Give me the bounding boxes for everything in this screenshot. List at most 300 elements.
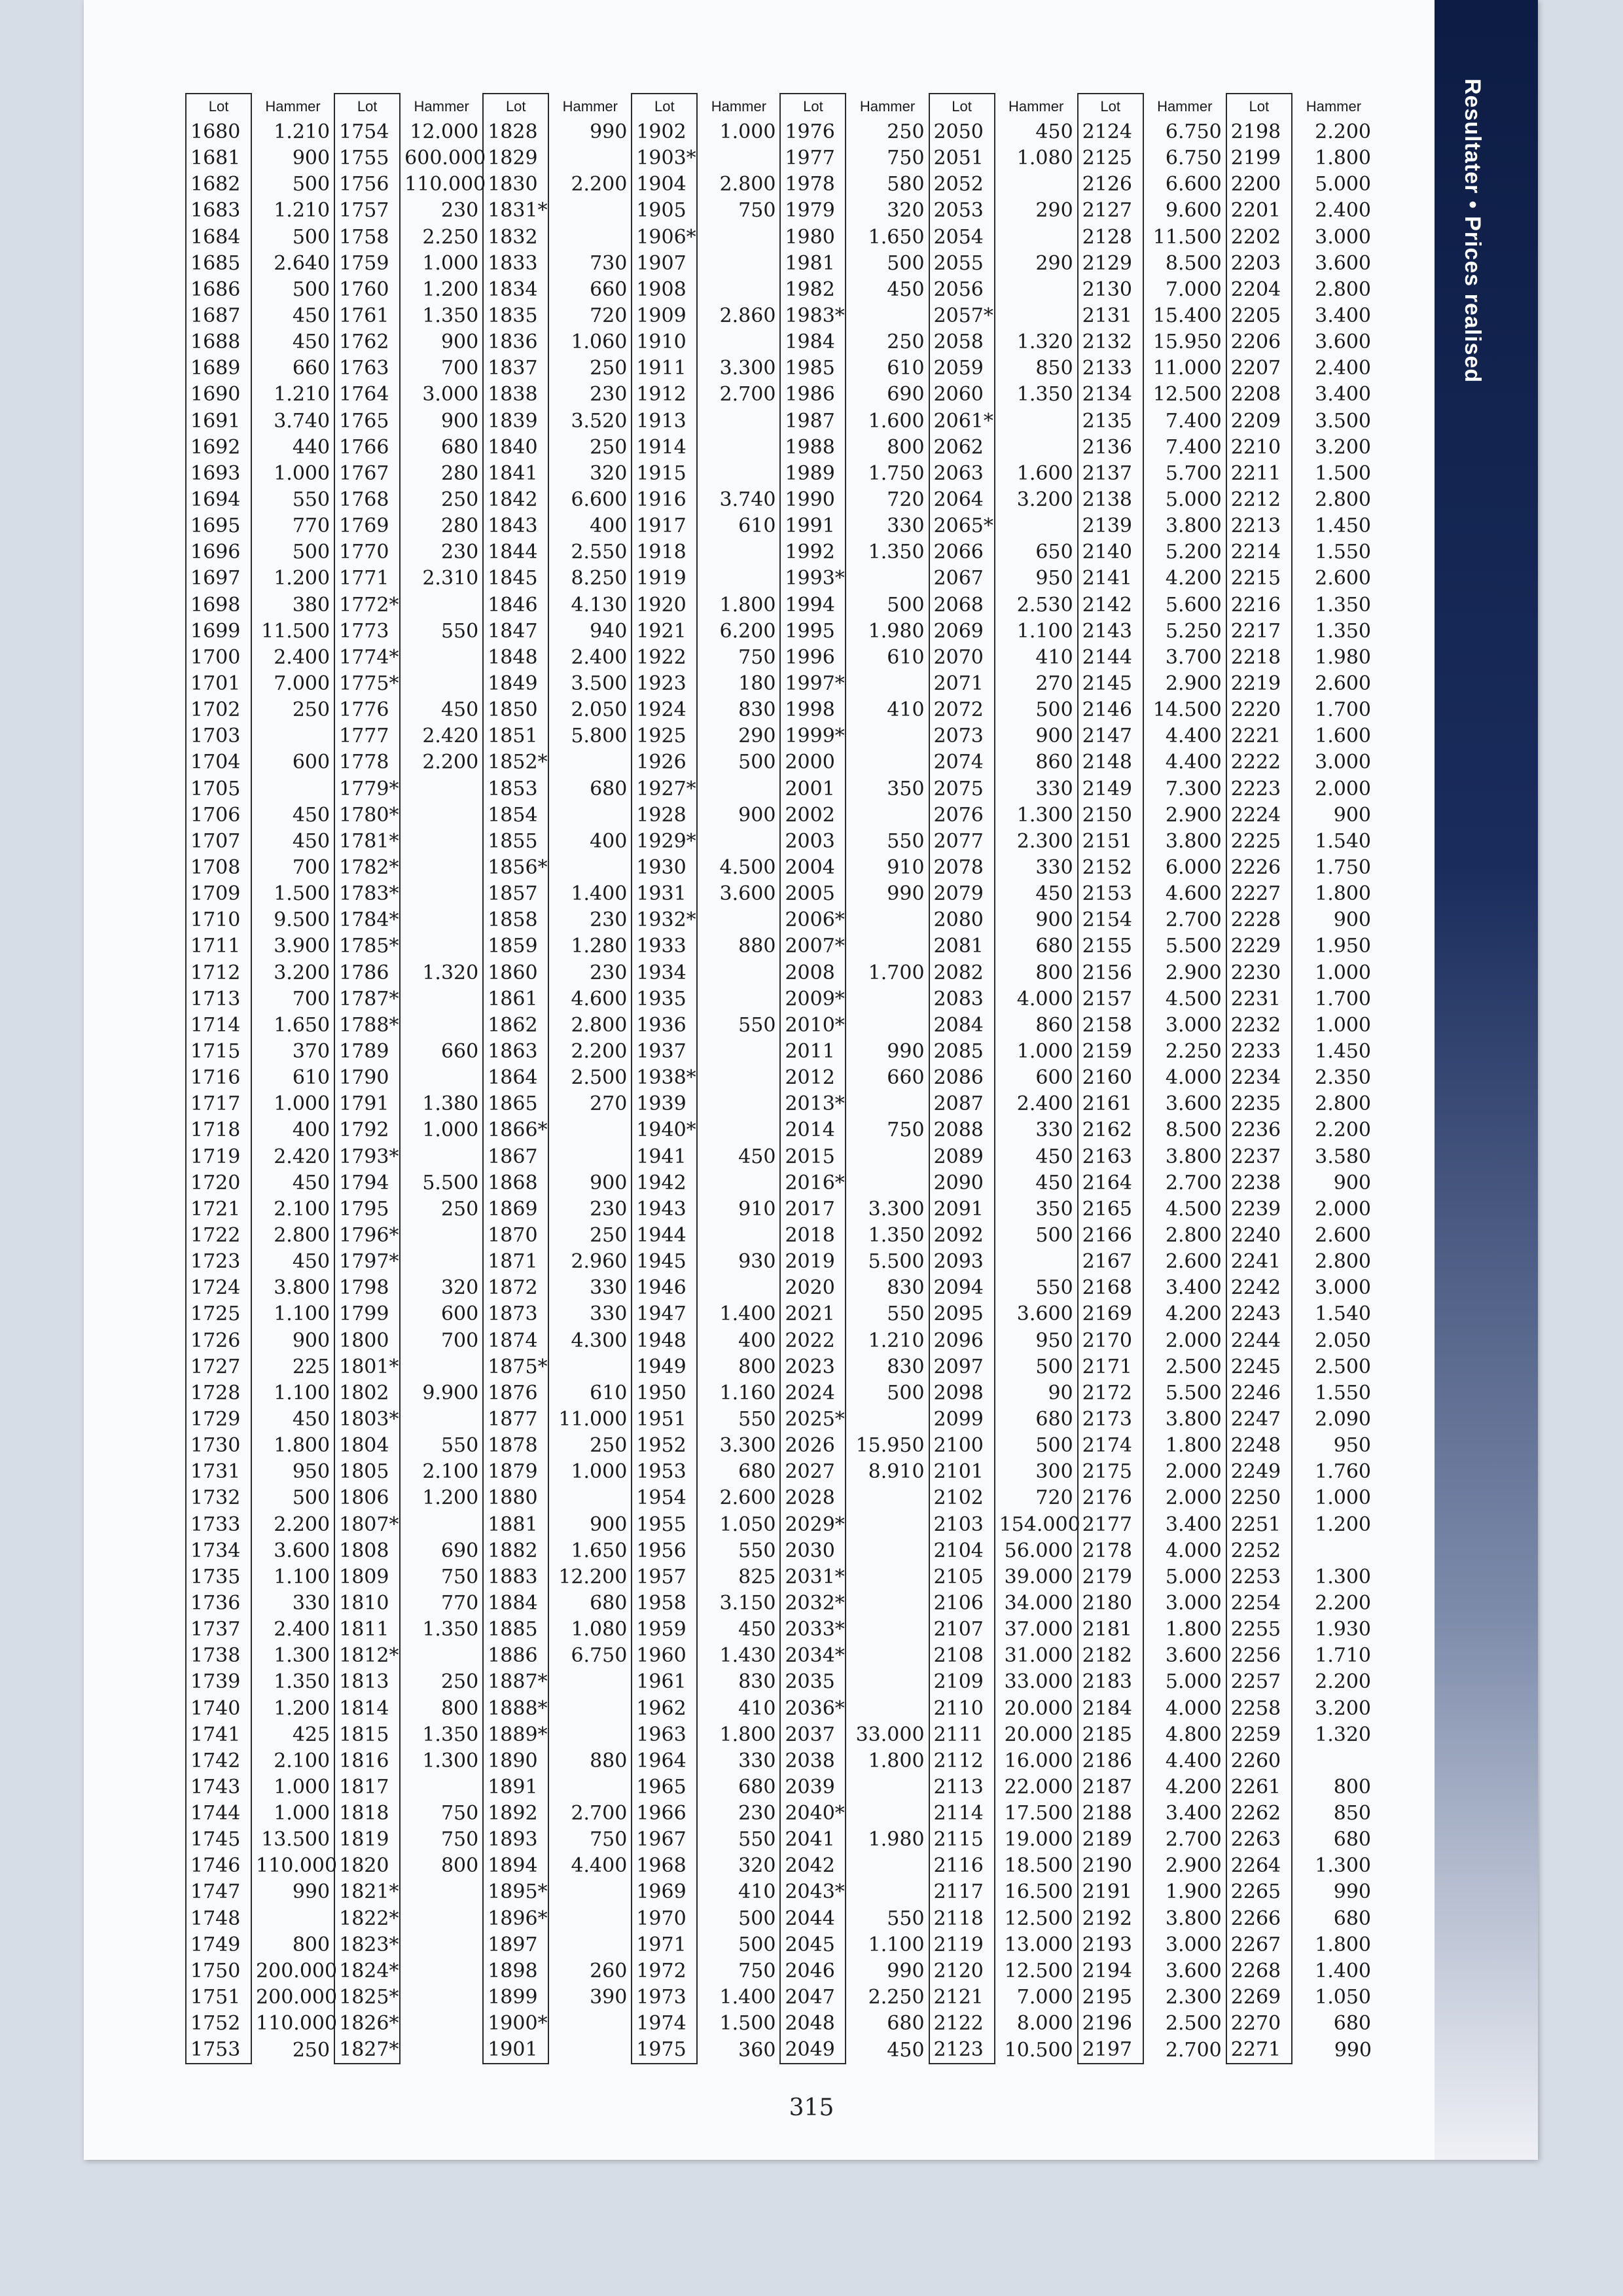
lot-number: 2027: [780, 1459, 846, 1485]
hammer-price: 690: [887, 383, 925, 406]
table-row: [186, 1275, 1376, 1301]
lot-number: 1713: [186, 986, 251, 1013]
table-row: [186, 1879, 1376, 1905]
lot-number: 2079: [929, 881, 995, 907]
lot-number: 2176: [1078, 1485, 1143, 1511]
lot-number: 1942: [632, 1170, 697, 1196]
lot-number: 1851: [483, 723, 548, 749]
lot-number: 2264: [1226, 1853, 1292, 1879]
lot-number: 2210: [1226, 435, 1292, 461]
lot-number: 2041: [780, 1827, 846, 1853]
lot-number: 2239: [1226, 1196, 1292, 1223]
lot-number: 1992: [780, 539, 846, 565]
lot-number: 2232: [1226, 1013, 1292, 1039]
hammer-price: 450: [292, 1250, 330, 1274]
hammer-price: 1.800: [1315, 1933, 1371, 1956]
lot-number: 2114: [929, 1801, 995, 1827]
lot-number: 2148: [1078, 749, 1143, 776]
lot-number: 1886: [483, 1643, 548, 1669]
lot-number: 2267: [1226, 1932, 1292, 1958]
hammer-price: 280: [440, 461, 479, 485]
lot-number: 1916: [632, 487, 697, 513]
hammer-price: 750: [590, 1828, 628, 1852]
hammer-price: 180: [738, 672, 776, 696]
hammer-price: [548, 1117, 632, 1143]
hammer-price: 2.700: [1165, 1171, 1222, 1194]
hammer-price: 3.000: [1165, 1591, 1222, 1615]
hammer-price: 750: [738, 1959, 776, 1982]
lot-number: 1781*: [334, 829, 400, 855]
table-row: [186, 1354, 1376, 1380]
lot-number: 1908: [632, 277, 697, 303]
lot-number: 2093: [929, 1249, 995, 1275]
lot-number: 1881: [483, 1511, 548, 1537]
lot-number: 2164: [1078, 1170, 1143, 1196]
hammer-price: [846, 723, 929, 749]
hammer-price: [697, 435, 780, 461]
hammer-price: 680: [738, 1775, 776, 1799]
hammer-price: 2.420: [422, 725, 479, 748]
hammer-price: 700: [292, 987, 330, 1011]
lot-number: 1696: [186, 539, 251, 565]
lot-number: 1799: [334, 1301, 400, 1327]
hammer-price: 1.160: [719, 1381, 776, 1405]
hammer-price: 4.300: [571, 1329, 628, 1352]
hammer-price: [697, 986, 780, 1013]
hammer-price: 990: [1333, 1880, 1371, 1904]
table-row: [186, 461, 1376, 487]
lot-number: 1888*: [483, 1695, 548, 1721]
lot-number: 1769: [334, 513, 400, 539]
hammer-price: 860: [1035, 1013, 1073, 1037]
hammer-price: 3.800: [1165, 514, 1222, 538]
hammer-price: 2.800: [1165, 1223, 1222, 1247]
lot-number: 1840: [483, 435, 548, 461]
hammer-price: 5.200: [1165, 541, 1222, 564]
lot-number: 1880: [483, 1485, 548, 1511]
hammer-price: 4.400: [1165, 725, 1222, 748]
hammer-price: 3.600: [1315, 331, 1371, 354]
hammer-price: 1.200: [422, 1486, 479, 1510]
lot-number: 2173: [1078, 1407, 1143, 1433]
hammer-price: 990: [590, 120, 628, 144]
hammer-price: 660: [292, 357, 330, 380]
lot-number: 2054: [929, 224, 995, 251]
lot-number: 1717: [186, 1091, 251, 1117]
lot-number: 2023: [780, 1354, 846, 1380]
hammer-price: 4.600: [1165, 882, 1222, 906]
hammer-price: 900: [1333, 803, 1371, 827]
lot-number: 1693: [186, 461, 251, 487]
hammer-price: 880: [738, 935, 776, 958]
lot-number: 2090: [929, 1170, 995, 1196]
hammer-price: 2.250: [422, 225, 479, 249]
hammer-price: [846, 1879, 929, 1905]
lot-number: 1831*: [483, 198, 548, 224]
hammer-price: 2.200: [1315, 1119, 1371, 1142]
lot-number: 1864: [483, 1065, 548, 1091]
table-row: [186, 1617, 1376, 1643]
lot-number: 2231: [1226, 986, 1292, 1013]
lot-number: 2149: [1078, 776, 1143, 802]
lot-number: 1767: [334, 461, 400, 487]
hammer-price: 1.210: [274, 383, 330, 406]
lot-number: 2180: [1078, 1590, 1143, 1617]
hammer-price: 4.400: [571, 1854, 628, 1878]
table-row: [186, 802, 1376, 829]
lot-number: 2060: [929, 382, 995, 408]
hammer-price: 730: [590, 251, 628, 275]
hammer-price: 5.250: [1165, 619, 1222, 643]
lot-number: 2248: [1226, 1433, 1292, 1459]
lot-number: 2168: [1078, 1275, 1143, 1301]
hammer-price: 1.000: [1315, 961, 1371, 984]
lot-number: 2213: [1226, 513, 1292, 539]
hammer-price: 3.000: [1315, 1276, 1371, 1300]
lot-number: 1856*: [483, 855, 548, 881]
lot-number: 2260: [1226, 1748, 1292, 1774]
hammer-price: [846, 671, 929, 697]
hammer-price: 4.000: [1165, 1066, 1222, 1090]
hammer-price: 2.500: [1165, 2012, 1222, 2036]
table-row: [186, 382, 1376, 408]
hammer-price: 320: [440, 1276, 479, 1300]
table-row: [186, 1380, 1376, 1407]
hammer-price: 1.550: [1315, 541, 1371, 564]
lot-number: 2095: [929, 1301, 995, 1327]
lot-number: 1757: [334, 198, 400, 224]
lot-number: 1706: [186, 802, 251, 829]
lot-number: 1928: [632, 802, 697, 829]
hammer-price: 3.400: [1315, 383, 1371, 406]
lot-number: 1929*: [632, 829, 697, 855]
lot-number: 2110: [929, 1695, 995, 1721]
hammer-price: 1.350: [868, 541, 925, 564]
lot-number: 2087: [929, 1091, 995, 1117]
lot-number: 2017: [780, 1196, 846, 1223]
hammer-price: 750: [440, 1802, 479, 1825]
lot-number: 1898: [483, 1958, 548, 1984]
lot-number: 2067: [929, 565, 995, 592]
lot-number: 2007*: [780, 933, 846, 960]
table-row: [186, 171, 1376, 198]
section-sidebar: [1435, 0, 1538, 2160]
hammer-price: 650: [1035, 541, 1073, 564]
hammer-price: [400, 645, 483, 671]
lot-number: 2258: [1226, 1695, 1292, 1721]
hammer-price: 1.700: [1315, 698, 1371, 722]
table-row: [186, 1143, 1376, 1170]
hammer-price: 825: [738, 1565, 776, 1588]
hammer-price: [548, 2037, 632, 2064]
lot-number: 1795: [334, 1196, 400, 1223]
lot-number: 2012: [780, 1065, 846, 1091]
hammer-price: 1.000: [274, 1802, 330, 1825]
lot-number: 2038: [780, 1748, 846, 1774]
table-row: [186, 277, 1376, 303]
hammer-header: Hammer: [1008, 98, 1064, 115]
hammer-price: 1.000: [1016, 1039, 1073, 1063]
hammer-price: 2.600: [1315, 672, 1371, 696]
lot-number: 1822*: [334, 1906, 400, 1932]
lot-number: 2219: [1226, 671, 1292, 697]
hammer-price: [400, 933, 483, 960]
hammer-price: [995, 171, 1078, 198]
hammer-price: 230: [590, 961, 628, 984]
hammer-price: 770: [440, 1591, 479, 1615]
table-row: [186, 697, 1376, 723]
hammer-price: 2.200: [422, 751, 479, 774]
hammer-price: [400, 1643, 483, 1669]
lot-number: 1838: [483, 382, 548, 408]
hammer-price: [995, 408, 1078, 435]
lot-number: 2162: [1078, 1117, 1143, 1143]
lot-header: Lot: [1078, 94, 1143, 119]
lot-number: 1808: [334, 1538, 400, 1564]
lot-number: 1902: [632, 119, 697, 145]
hammer-header: Hammer: [562, 98, 618, 115]
lot-number: 2043*: [780, 1879, 846, 1905]
hammer-price: 225: [292, 1355, 330, 1378]
lot-number: 2186: [1078, 1748, 1143, 1774]
lot-number: 2104: [929, 1538, 995, 1564]
hammer-price: 20.000: [1004, 1696, 1073, 1720]
hammer-price: 660: [887, 1066, 925, 1090]
hammer-price: 350: [887, 777, 925, 800]
hammer-price: 800: [440, 1854, 479, 1878]
hammer-price: 14.500: [1152, 698, 1222, 722]
hammer-price: 3.520: [571, 409, 628, 433]
hammer-price: [697, 1275, 780, 1301]
lot-number: 2091: [929, 1196, 995, 1223]
lot-number: 2154: [1078, 907, 1143, 933]
hammer-price: 1.200: [274, 1696, 330, 1720]
lot-number: 2073: [929, 723, 995, 749]
hammer-price: 200.000: [256, 1986, 338, 2009]
hammer-price: 550: [887, 1907, 925, 1930]
hammer-price: 3.600: [1165, 1644, 1222, 1668]
hammer-price: 320: [590, 461, 628, 485]
hammer-price: 4.200: [1165, 567, 1222, 590]
lot-number: 1791: [334, 1091, 400, 1117]
hammer-price: 450: [1035, 1171, 1073, 1194]
hammer-price: [548, 1879, 632, 1905]
lot-number: 1785*: [334, 933, 400, 960]
hammer-price: [697, 224, 780, 251]
hammer-price: [548, 1932, 632, 1958]
hammer-price: 260: [590, 1959, 628, 1982]
hammer-price: 860: [1035, 751, 1073, 774]
hammer-price: [697, 565, 780, 592]
hammer-price: 5.700: [1165, 461, 1222, 485]
lot-number: 1911: [632, 355, 697, 382]
lot-number: 2105: [929, 1564, 995, 1590]
hammer-price: [697, 1039, 780, 1065]
lot-number: 2235: [1226, 1091, 1292, 1117]
hammer-price: 580: [887, 173, 925, 196]
lot-number: 2103: [929, 1511, 995, 1537]
lot-number: 1948: [632, 1327, 697, 1354]
hammer-price: 450: [738, 1145, 776, 1168]
table-row: [186, 2011, 1376, 2037]
lot-number: 2138: [1078, 487, 1143, 513]
table-row: [186, 198, 1376, 224]
hammer-price: 2.400: [1315, 199, 1371, 223]
table-row: [186, 1459, 1376, 1485]
hammer-price: 1.700: [868, 961, 925, 984]
hammer-price: 1.080: [571, 1618, 628, 1641]
lot-number: 2047: [780, 1984, 846, 2011]
lot-number: 1698: [186, 592, 251, 619]
lot-number: 2086: [929, 1065, 995, 1091]
lot-number: 1749: [186, 1932, 251, 1958]
hammer-price: 1.700: [1315, 987, 1371, 1011]
hammer-price: 90: [1048, 1381, 1073, 1405]
hammer-price: 610: [887, 357, 925, 380]
lot-number: 1963: [632, 1722, 697, 1748]
lot-number: 2244: [1226, 1327, 1292, 1354]
lot-number: 1684: [186, 224, 251, 251]
page-number: 315: [789, 2094, 834, 2121]
lot-number: 2140: [1078, 539, 1143, 565]
lot-number: 1927*: [632, 776, 697, 802]
lot-number: 1763: [334, 355, 400, 382]
lot-number: 1816: [334, 1748, 400, 1774]
hammer-price: 1.800: [719, 593, 776, 617]
hammer-price: 18.500: [1004, 1854, 1073, 1878]
hammer-price: 830: [738, 698, 776, 722]
hammer-price: 2.960: [571, 1250, 628, 1274]
hammer-price: 8.910: [868, 1460, 925, 1484]
hammer-price: 450: [738, 1618, 776, 1641]
lot-number: 2236: [1226, 1117, 1292, 1143]
lot-number: 2021: [780, 1301, 846, 1327]
hammer-price: 2.000: [1315, 1197, 1371, 1221]
lot-number: 2002: [780, 802, 846, 829]
table-row: [186, 1774, 1376, 1801]
hammer-price: 800: [738, 1355, 776, 1378]
hammer-price: 550: [440, 619, 479, 643]
hammer-price: 2.800: [274, 1223, 330, 1247]
lot-number: 1999*: [780, 723, 846, 749]
lot-number: 2029*: [780, 1511, 846, 1537]
hammer-price: 410: [738, 1880, 776, 1904]
hammer-price: 1.800: [1165, 1434, 1222, 1458]
hammer-price: 330: [1035, 1119, 1073, 1142]
hammer-price: [846, 1485, 929, 1511]
hammer-price: 2.100: [422, 1460, 479, 1484]
lot-number: 1903*: [632, 145, 697, 171]
lot-number: 1860: [483, 960, 548, 986]
hammer-price: 1.000: [422, 1119, 479, 1142]
lot-number: 1836: [483, 329, 548, 355]
hammer-price: 250: [590, 435, 628, 459]
lot-number: 2071: [929, 671, 995, 697]
lot-number: 2006*: [780, 907, 846, 933]
lot-number: 1704: [186, 749, 251, 776]
lot-number: 2198: [1226, 119, 1292, 145]
hammer-price: [400, 2011, 483, 2037]
lot-number: 1761: [334, 303, 400, 329]
hammer-price: 1.800: [1165, 1618, 1222, 1641]
hammer-price: 1.600: [1016, 461, 1073, 485]
hammer-price: 680: [1035, 935, 1073, 958]
lot-number: 2245: [1226, 1354, 1292, 1380]
hammer-price: 750: [887, 147, 925, 170]
hammer-price: 2.100: [274, 1197, 330, 1221]
lot-number: 2035: [780, 1669, 846, 1695]
lot-number: 2211: [1226, 461, 1292, 487]
lot-number: 2254: [1226, 1590, 1292, 1617]
hammer-price: [548, 145, 632, 171]
hammer-price: [400, 592, 483, 619]
hammer-header: Hammer: [414, 98, 469, 115]
lot-number: 1680: [186, 119, 251, 145]
lot-number: 1867: [483, 1143, 548, 1170]
lot-number: 2206: [1226, 329, 1292, 355]
hammer-price: [400, 1407, 483, 1433]
hammer-price: 1.200: [422, 278, 479, 301]
lot-number: 2167: [1078, 1249, 1143, 1275]
lot-number: 2078: [929, 855, 995, 881]
lot-number: 1803*: [334, 1407, 400, 1433]
lot-number: 2108: [929, 1643, 995, 1669]
table-row: [186, 1538, 1376, 1564]
hammer-price: 1.050: [1315, 1986, 1371, 2009]
hammer-price: 290: [738, 725, 776, 748]
table-row: [186, 1827, 1376, 1853]
lot-number: 1807*: [334, 1511, 400, 1537]
table-row: [186, 1433, 1376, 1459]
hammer-price: 2.550: [571, 541, 628, 564]
hammer-price: 2.050: [1315, 1329, 1371, 1352]
hammer-price: 3.000: [1315, 751, 1371, 774]
lot-number: 2179: [1078, 1564, 1143, 1590]
hammer-price: 2.250: [868, 1986, 925, 2009]
hammer-price: [400, 802, 483, 829]
lot-number: 2039: [780, 1774, 846, 1801]
lot-number: 2076: [929, 802, 995, 829]
hammer-price: 900: [292, 147, 330, 170]
hammer-price: 850: [1333, 1802, 1371, 1825]
hammer-price: 270: [1035, 672, 1073, 696]
hammer-price: 500: [738, 1907, 776, 1930]
hammer-price: 500: [738, 1933, 776, 1956]
lot-number: 2223: [1226, 776, 1292, 802]
lot-number: 1732: [186, 1485, 251, 1511]
hammer-price: 250: [887, 331, 925, 354]
hammer-price: 2.310: [422, 567, 479, 590]
hammer-price: 680: [1333, 2012, 1371, 2036]
lot-number: 1919: [632, 565, 697, 592]
lot-number: 2203: [1226, 251, 1292, 277]
lot-number: 2040*: [780, 1801, 846, 1827]
hammer-price: [400, 829, 483, 855]
lot-number: 2155: [1078, 933, 1143, 960]
lot-number: 1695: [186, 513, 251, 539]
hammer-price: 2.000: [1165, 1486, 1222, 1510]
lot-number: 2106: [929, 1590, 995, 1617]
hammer-price: 1.320: [1315, 1723, 1371, 1746]
hammer-price: 250: [887, 120, 925, 144]
lot-number: 1722: [186, 1223, 251, 1249]
hammer-price: [846, 1590, 929, 1617]
table-row: [186, 1117, 1376, 1143]
hammer-price: 1.380: [422, 1092, 479, 1116]
lot-number: 1753: [186, 2037, 251, 2064]
lot-number: 1933: [632, 933, 697, 960]
lot-number: 2224: [1226, 802, 1292, 829]
